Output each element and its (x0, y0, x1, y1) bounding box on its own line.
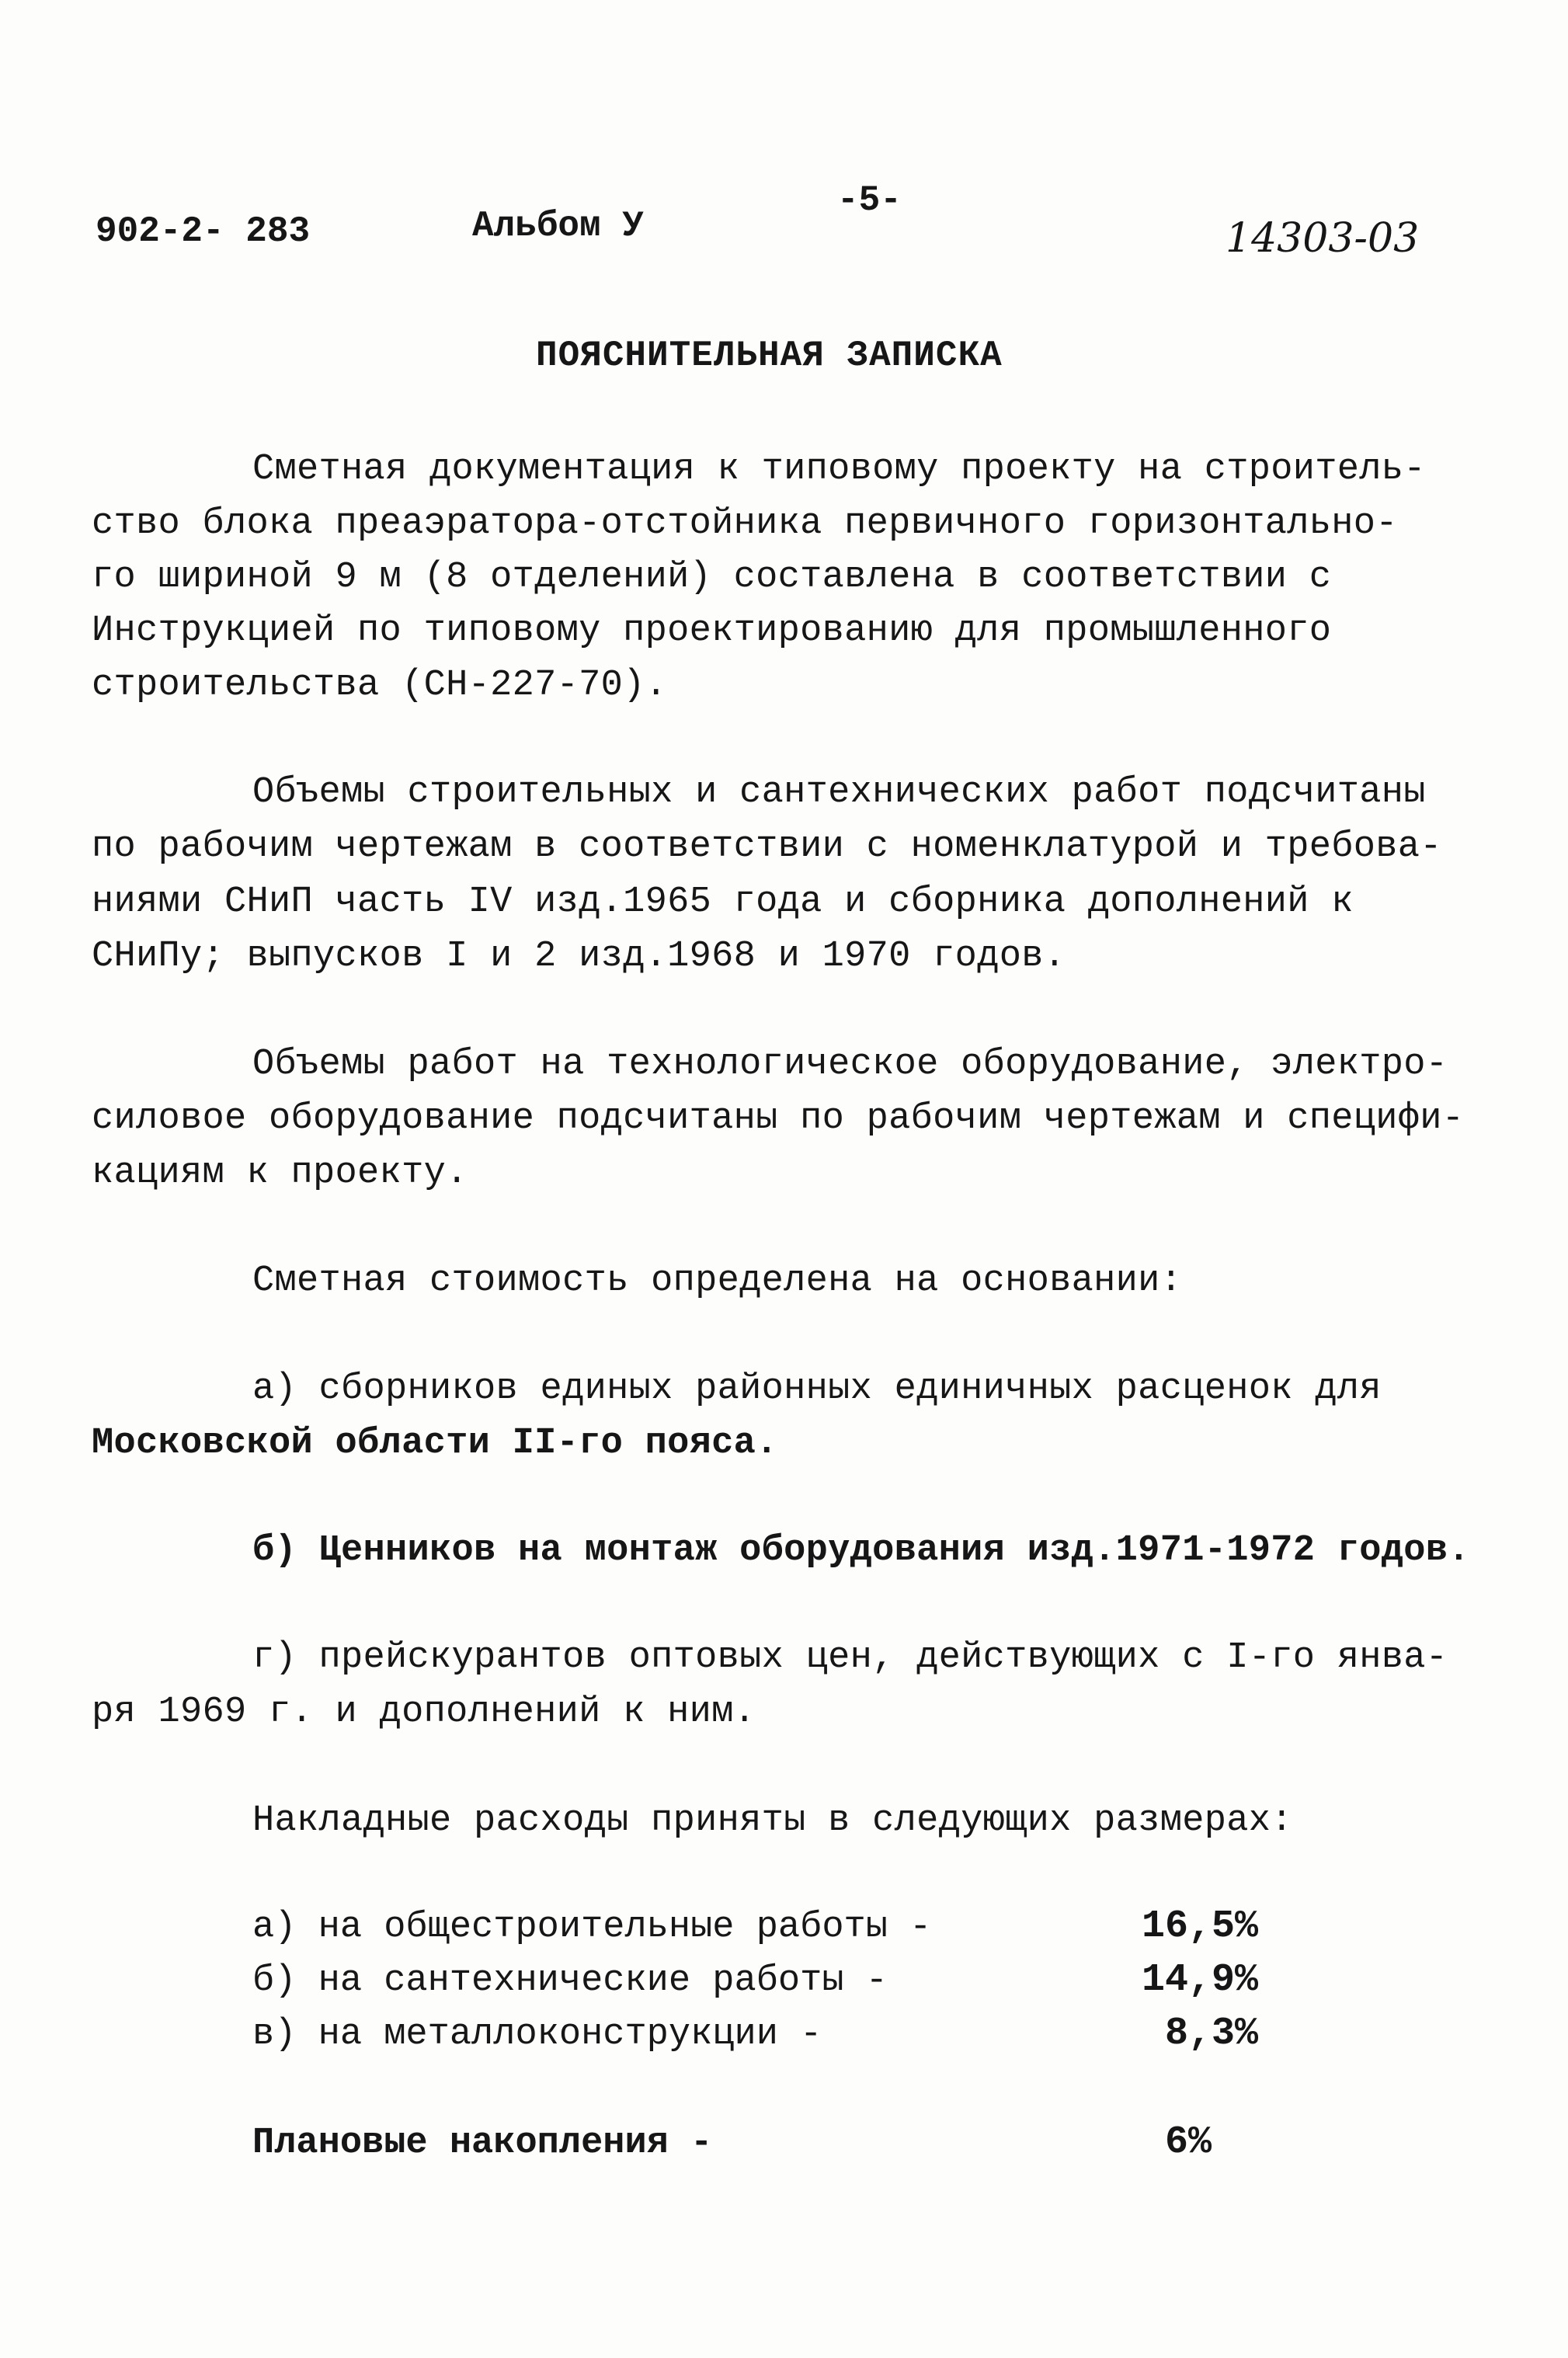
basis-item-g: г) прейскурантов оптовых цен, действующих с I-го янва- (252, 1637, 1448, 1678)
page-number: -5- (837, 180, 902, 221)
paragraph-line: строительства (СН-227-70). (92, 665, 668, 706)
basis-item-g-cont: ря 1969 г. и дополнений к ним. (92, 1692, 756, 1733)
overhead-item-label: б) на сантехнические работы - (252, 1960, 888, 2002)
basis-item-b: б) Ценников на монтаж оборудования изд.1971-1972 годов. (252, 1530, 1470, 1571)
overhead-item-value: 8,3% (1164, 2012, 1258, 2056)
basis-item-a-cont: Московской области II-го пояса. (92, 1423, 778, 1464)
paragraph-line: силовое оборудование подсчитаны по рабочим чертежам и специфи- (92, 1098, 1465, 1139)
paragraph-line: Сметная документация к типовому проекту на строитель- (252, 449, 1426, 490)
paragraph-line: го шириной 9 м (8 отделений) составлена в соответствии с (92, 557, 1332, 598)
overhead-item-value: 16,5% (1141, 1904, 1258, 1949)
planned-label: Плановые накопления - (252, 2123, 713, 2164)
doc-code: 902-2- 283 (96, 211, 311, 252)
page-title: ПОЯСНИТЕЛЬНАЯ ЗАПИСКА (536, 336, 1003, 376)
paragraph-line: Инструкцией по типовому проектированию для промышленного (92, 610, 1332, 652)
overhead-intro: Накладные расходы приняты в следующих размерах: (252, 1800, 1293, 1842)
planned-value: 6% (1164, 2120, 1212, 2165)
overhead-item-label: в) на металлоконструкции - (252, 2014, 822, 2055)
inventory-number: 14303-03 (1226, 215, 1420, 262)
basis-intro: Сметная стоимость определена на основании: (252, 1261, 1183, 1302)
paragraph-line: ниями СНиП часть IV изд.1965 года и сборника дополнений к (92, 882, 1354, 923)
paragraph-line: СНиПу; выпусков I и 2 изд.1968 и 1970 годов. (92, 936, 1066, 977)
paragraph-line: Объемы работ на технологическое оборудование, электро- (252, 1044, 1448, 1085)
overhead-item-value: 14,9% (1141, 1958, 1258, 2002)
paragraph-line: по рабочим чертежам в соответствии с номенклатурой и требова- (92, 826, 1442, 868)
basis-item-a: а) сборников единых районных единичных расценок для (252, 1369, 1382, 1410)
paragraph-line: Объемы строительных и сантехнических работ подсчитаны (252, 772, 1426, 813)
album-label: Альбом У (472, 206, 644, 246)
paragraph-line: ство блока преаэратора-отстойника первичного горизонтально- (92, 503, 1398, 544)
overhead-item-label: а) на общестроительные работы - (252, 1907, 932, 1948)
paragraph-line: кациям к проекту. (92, 1153, 468, 1194)
